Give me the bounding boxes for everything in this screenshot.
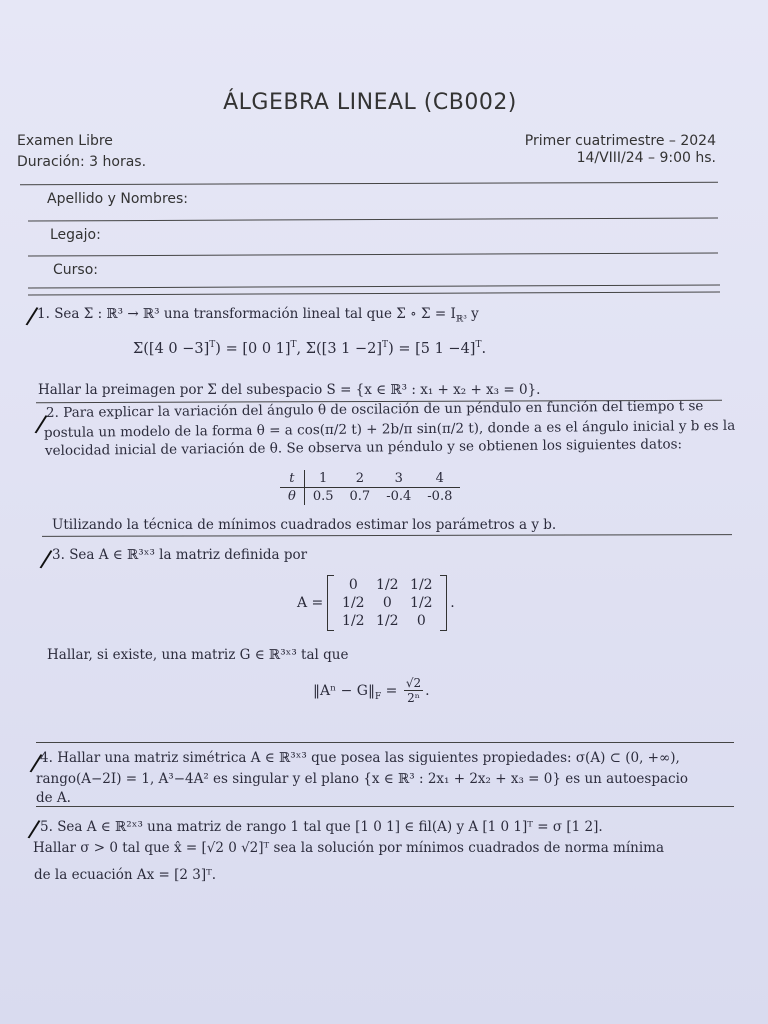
problem-2-line-3: velocidad inicial de variación de θ. Se observa un péndulo y se obtienen los siguientes datos: bbox=[44, 436, 683, 459]
matrix-entry: 1/2 bbox=[376, 577, 399, 593]
table-header-cell: 3 bbox=[394, 471, 403, 486]
name-field-label: Apellido y Nombres: bbox=[47, 191, 189, 207]
divider bbox=[20, 182, 718, 185]
table-header-cell: t bbox=[280, 470, 304, 488]
matrix-entry: 0 bbox=[382, 595, 392, 611]
problem-5-line-1: 5. Sea A ∈ ℝ²ˣ³ una matriz de rango 1 tal que [1 0 1] ∈ fil(A) y A [1 0 1]ᵀ = σ [1 2]. bbox=[40, 819, 603, 835]
matrix-entry: 1/2 bbox=[410, 577, 433, 593]
problem-3-equation: ‖Aⁿ − G‖ $_F$ = $\frac{√2}{\text{2ⁿ}}$ . bbox=[313, 676, 430, 705]
check-mark: / bbox=[28, 748, 44, 778]
problem-5-line-3: de la ecuación Ax = [2 3]ᵀ. bbox=[34, 867, 217, 883]
matrix-entries bbox=[334, 577, 440, 629]
matrix-entry: 1/2 bbox=[342, 595, 365, 611]
problem-4-number: 4. bbox=[40, 750, 53, 766]
problem-2-line-1: 2. Para explicar la variación del ángulo θ de oscilación de un péndulo en función del tiempo t se bbox=[45, 398, 704, 421]
exam-duration: Duración: 3 horas. bbox=[17, 154, 147, 170]
problem-1-statement: 1. Sea Σ : ℝ³ → ℝ³ una transformación lineal tal que Σ ∘ $\Sigma = I_{ℝ^3}$ y bbox=[37, 306, 479, 325]
name-field-line[interactable] bbox=[28, 217, 718, 221]
table-cell: -0.4 bbox=[386, 489, 412, 504]
exam-date: 14/VIII/24 – 9:00 hs. bbox=[576, 150, 716, 166]
check-mark: / bbox=[26, 814, 42, 844]
table-cell: -0.8 bbox=[427, 489, 453, 504]
matrix-entry: 1/2 bbox=[342, 613, 365, 629]
divider bbox=[42, 534, 732, 537]
matrix-entry: 1/2 bbox=[376, 613, 399, 629]
divider bbox=[36, 806, 734, 807]
divider bbox=[36, 742, 734, 743]
problem-1-number: 1. bbox=[37, 306, 50, 322]
table-cell: θ bbox=[280, 488, 304, 506]
course-field-label: Curso: bbox=[53, 262, 98, 278]
problem-4-line-1: 4. Hallar una matriz simétrica A ∈ ℝ³ˣ³ que posea las siguientes propiedades: σ(A) ⊂ (0, +∞), bbox=[40, 750, 680, 766]
problem-3-line-1: 3. Sea A ∈ ℝ³ˣ³ la matriz definida por bbox=[52, 547, 308, 563]
problem-4-line-2: rango(A−2I) = 1, A³−4A² es singular y el plano {x ∈ ℝ³ : 2x₁ + 2x₂ + x₃ = 0} es un autoespacio bbox=[36, 771, 689, 787]
check-mark: / bbox=[33, 409, 49, 439]
problem-2-question: Utilizando la técnica de mínimos cuadrados estimar los parámetros a y b. bbox=[52, 517, 557, 533]
problem-4-line-3: de A. bbox=[36, 790, 71, 806]
matrix-entry: 0 bbox=[348, 577, 358, 593]
matrix-entry: 1/2 bbox=[410, 595, 433, 611]
problem-1-question: Hallar la preimagen por Σ del subespacio S = {x ∈ ℝ³ : x₁ + x₂ + x₃ = 0}. bbox=[38, 382, 541, 398]
id-field-label: Legajo: bbox=[50, 227, 101, 243]
problem-1-equation: Σ([4 0 −3]$^T$) = [0 0 1]$^T$, Σ([3 1 −2]$^T$) = [5 1 −4]$^T$. bbox=[133, 340, 487, 357]
table-cell: 0.5 bbox=[312, 489, 334, 504]
problem-5-number: 5. bbox=[40, 819, 53, 835]
exam-type: Examen Libre bbox=[17, 133, 113, 149]
exam-title: ÁLGEBRA LINEAL (CB002) bbox=[223, 90, 517, 115]
matrix-entry: 0 bbox=[416, 613, 426, 629]
course-field-line[interactable] bbox=[28, 284, 720, 288]
problem-5-line-2: Hallar σ > 0 tal que x̂ = [√2 0 √2]ᵀ sea la solución por mínimos cuadrados de norma mínima bbox=[33, 840, 665, 856]
id-field-line[interactable] bbox=[28, 252, 718, 256]
table-cell: 0.7 bbox=[349, 489, 371, 504]
problem-3-line-2: Hallar, si existe, una matriz G ∈ ℝ³ˣ³ tal que bbox=[47, 647, 349, 663]
fraction: $\frac{√2}{\text{2ⁿ}}$ bbox=[405, 676, 422, 705]
matrix-bracket-left bbox=[327, 575, 334, 631]
problem-2-number: 2. bbox=[45, 404, 59, 421]
check-mark: / bbox=[38, 544, 54, 574]
matrix-bracket-right bbox=[440, 575, 447, 631]
divider bbox=[28, 291, 720, 295]
table-header-cell: 2 bbox=[355, 471, 364, 486]
data-table bbox=[280, 470, 460, 505]
table-header-cell: 4 bbox=[435, 471, 444, 486]
check-mark: / bbox=[24, 301, 40, 331]
problem-2-line-2: postula un modelo de la forma θ = a cos(π/2 t) + 2b/π sin(π/2 t), donde a es el ángulo inicial y b es la bbox=[43, 417, 736, 441]
problem-3-number: 3. bbox=[52, 547, 65, 563]
matrix-a: A = 0 1/2 1/2 1/2 0 1/2 1/2 1/2 0 . bbox=[297, 577, 455, 629]
exam-term: Primer cuatrimestre – 2024 bbox=[524, 133, 716, 149]
table-header-cell: 1 bbox=[319, 471, 328, 486]
